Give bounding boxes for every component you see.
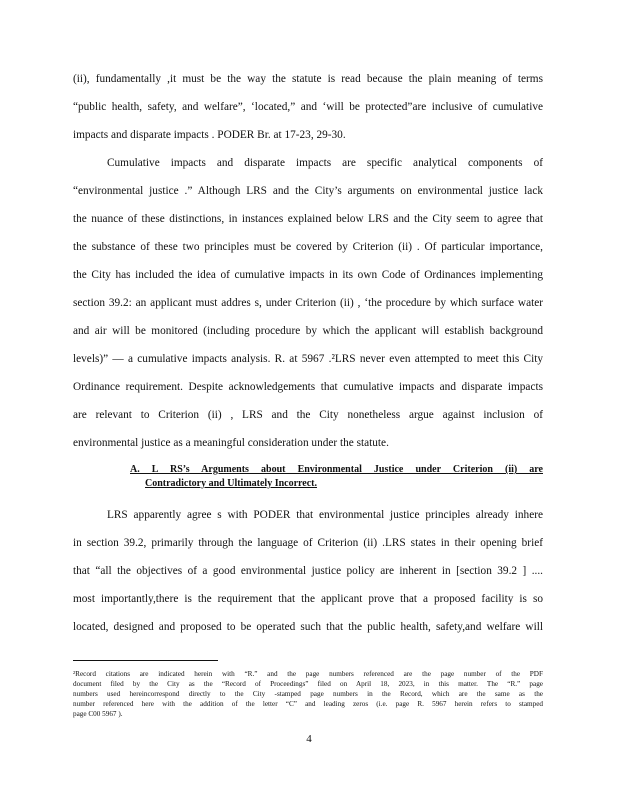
paragraph-first-line: Cumulative impacts and disparate impacts are specific analytical components of [107,157,543,169]
section-heading-line: A. L RS’s Arguments about Environmental Justice under Criterion (ii) are [130,464,543,475]
body-line: impacts and disparate impacts . PODER Br. at 17-23, 29-30. [73,129,346,141]
footnote-line: number referenced here with the addition of the letter “C” and leading zeros (i.e. page R. 5967 herein refers to stamped [73,700,543,708]
footnote-line: document filed by the City as the “Record of Proceedings” filed on April 18, 2023, in this matter. The “R.” page [73,680,543,688]
body-line: are relevant to Criterion (ii) , LRS and the City nonetheless argue against inclusion of [73,409,543,421]
footnote-line: page C00 5967 ). [73,710,123,718]
body-line: (ii), fundamentally ,it must be the way the statute is read because the plain meaning of terms [73,73,543,85]
paragraph-first-line: LRS apparently agree s with PODER that environmental justice principles already inhere [107,509,543,521]
body-line: levels)” — a cumulative impacts analysis. R. at 5967 .²LRS never even attempted to meet this City [73,353,543,365]
body-line: environmental justice as a meaningful consideration under the statute. [73,437,389,449]
footnote-line: ²Record citations are indicated herein with “R.” and the page numbers referenced are the page number of the PDF [73,670,543,678]
footnote-separator [73,660,218,661]
body-line: “environmental justice .” Although LRS and the City’s arguments on environmental justice lack [73,185,543,197]
page-number: 4 [306,733,312,745]
body-line: in section 39.2, primarily through the language of Criterion (ii) .LRS states in their opening brief [73,537,543,549]
section-heading-line: Contradictory and Ultimately Incorrect. [145,478,318,489]
body-line: that “all the objectives of a good environmental justice policy are inherent in [section 39.2 ] .... [73,565,543,577]
body-line: most importantly,there is the requirement that the applicant prove that a proposed facility is so [73,593,543,605]
body-line: the City has included the idea of cumulative impacts in its own Code of Ordinances implementing [73,269,543,281]
body-line: the substance of these two principles must be covered by Criterion (ii) . Of particular importance, [73,241,543,253]
section-heading [130,464,543,492]
body-line: the nuance of these distinctions, in instances explained below LRS and the City seem to agree that [73,213,543,225]
body-line: “public health, safety, and welfare”, ‘located,” and ‘will be protected”are inclusive of cumulative [73,101,543,113]
body-line: located, designed and proposed to be operated such that the public health, safety,and welfare will [73,621,543,633]
footnote-line: numbers used hereincorrespond directly to the City -stamped page numbers in the Record, which are the same as the [73,690,543,698]
body-line: Ordinance requirement. Despite acknowledgements that cumulative impacts and disparate impacts [73,381,543,393]
body-line: and air will be monitored (including procedure by which the applicant will establish background [73,325,543,337]
body-line: section 39.2: an applicant must addres s, under Criterion (ii) , ‘the procedure by which surface water [73,297,543,309]
